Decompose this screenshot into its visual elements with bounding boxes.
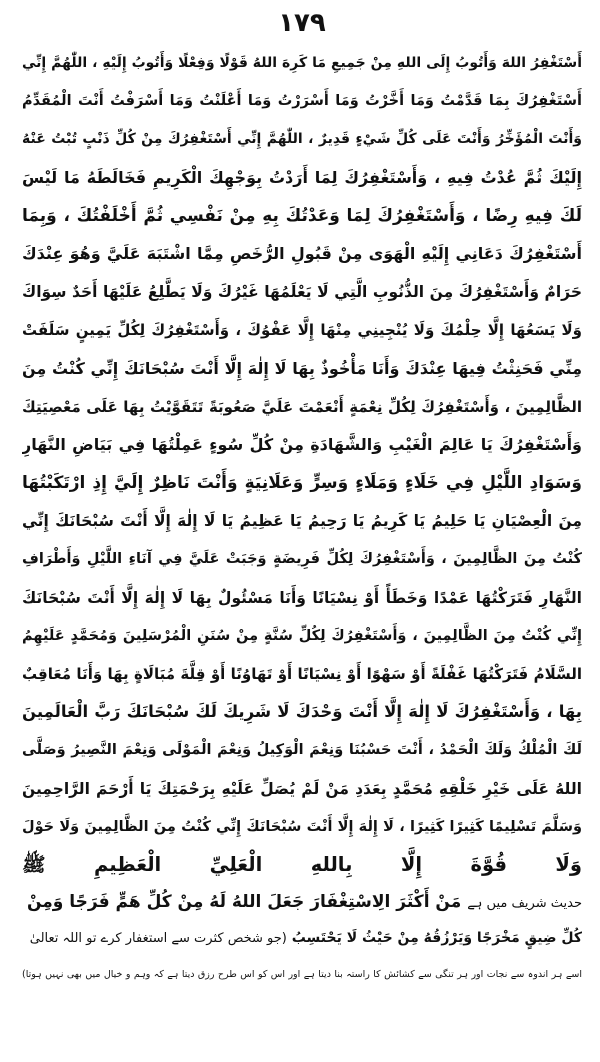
- text-line: النَّهَارِ فَتَرَكْتُهَا عَمْدًا وَخَطَأً أَوْ نِسْيَانًا وَأَنَا مَسْئُولٌ بِهَا لَا إِلٰهَ إِلَّا أَنْتَ سُبْحَانَكَ: [22, 588, 582, 607]
- text-line: أَسْتَغْفِرُكَ دَعَانِي إِلَيْهِ الْهَوَى مِنْ قَبُولِ الرُّخَصِ مِمَّا اشْتَبَهَ عَلَيَّ وَهُوَ عِنْدَكَ: [22, 243, 582, 263]
- text-line: أَسْتَغْفِرُ اللهَ وَأَتُوبُ إِلَى اللهِ مِنْ جَمِيعِ مَا كَرِهَ اللهُ قَوْلًا وَفِعْلًا وَأَتُوبُ إِلَيْهِ ، اللّٰهُمَّ إِنِّي: [22, 55, 582, 71]
- hadith-arabic-2: كُلِّ ضِيقٍ مَخْرَجًا وَيَرْزُقُهُ مِنْ حَيْثُ لَا يَحْتَسِبُ: [291, 930, 582, 947]
- text-line: الظَّالِمِينَ ، وَأَسْتَغْفِرُكَ لِكُلِّ نِعْمَةٍ أَنْعَمْتَ عَلَيَّ صَعُوبَةً تَتَقَوَّيْتُ بِهَا عَلَى مَعْصِيَتِكَ: [22, 397, 582, 416]
- text-line: بِهَا ، وَأَسْتَغْفِرُكَ لَا إِلٰهَ إِلَّا أَنْتَ وَحْدَكَ لَا شَرِيكَ لَكَ سُبْحَانَكَ رَبَّ الْعَالَمِينَ: [22, 702, 582, 722]
- text-line: أَسْتَغْفِرُكَ بِمَا قَدَّمْتُ وَمَا أَخَّرْتُ وَمَا أَسْرَرْتُ وَمَا أَعْلَنْتُ وَمَا أَسْرَفْتُ أَنْتَ الْمُقَدِّمُ: [22, 93, 582, 110]
- hadith-line-2: [22, 920, 582, 956]
- text-line: مِنِّي فَحَنِثْتُ فِيهَا عِنْدَكَ وَأَنَا مَأْخُوذٌ بِهَا لَا إِلٰهَ إِلَّا أَنْتَ سُبْحَانَكَ إِنِّي كُنْتُ مِنَ: [22, 358, 582, 378]
- text-line: لَكَ الْمُلْكُ وَلَكَ الْحَمْدُ ، أَنْتَ حَسْبُنَا وَنِعْمَ الْوَكِيلُ وَنِعْمَ الْمَوْلَى وَنِعْمَ النَّصِيرُ وَصَلَّى: [22, 742, 582, 759]
- text-line: كُنْتُ مِنَ الظَّالِمِينَ ، وَأَسْتَغْفِرُكَ لِكُلِّ فَرِيضَةٍ وَجَبَتْ عَلَيَّ فِي آنَاءِ اللَّيْلِ وَأَطْرَافِ: [22, 551, 582, 568]
- text-line: اللهُ عَلَى خَيْرِ خَلْقِهِ مُحَمَّدٍ بِعَدَدِ مَنْ لَمْ يُصَلِّ عَلَيْهِ بِرَحْمَتِكَ يَا أَرْحَمَ الرَّاحِمِينَ: [22, 779, 582, 798]
- text-line: إِنِّي كُنْتُ مِنَ الظَّالِمِينَ ، وَأَسْتَغْفِرُكَ لِكُلِّ سُنَّةٍ مِنْ سُنَنِ الْمُرْسَلِينَ وَمُحَمَّدٍ عَلَيْهِمُ: [22, 627, 582, 644]
- text-line: وَأَسْتَغْفِرُكَ يَا عَالِمَ الْغَيْبِ وَالشَّهَادَةِ مِنْ كُلِّ سُوءٍ عَمِلْتُهَا فِي بَيَاضِ النَّهَارِ: [22, 434, 582, 454]
- text-line: وَأَنْتَ الْمُؤَخِّرُ وَأَنْتَ عَلَى كُلِّ شَيْءٍ قَدِيرٌ ، اللّٰهُمَّ إِنِّي أَسْتَغْفِرُكَ مِنْ كُلِّ ذَنْبٍ تُبْتُ عَنْهُ: [22, 131, 582, 148]
- page-number: ١٧٩: [278, 8, 326, 38]
- text-line: وَسَوَادِ اللَّيْلِ فِي خَلَاءٍ وَمَلَاءٍ وَسِرٍّ وَعَلَانِيَةٍ وَأَنْتَ نَاظِرٌ إِلَيَّ إِذِ ارْتَكَبْتُهَا: [22, 473, 582, 494]
- hadith-arabic-1: مَنْ أَكْثَرَ الِاسْتِغْفَارَ جَعَلَ اللهُ لَهُ مِنْ كُلِّ هَمٍّ فَرَجًا وَمِنْ: [26, 892, 462, 913]
- hadith-intro: حدیث شریف میں ہے: [467, 896, 582, 912]
- text-line: حَرَامٌ وَأَسْتَغْفِرُكَ مِنَ الذُّنُوبِ الَّتِي لَا يَعْلَمُهَا غَيْرُكَ وَلَا يَطَّلِعُ عَلَيْهَا أَحَدٌ سِوَاكَ: [22, 283, 582, 302]
- text-line: السَّلَامُ فَتَرَكْتُهَا غَفْلَةً أَوْ سَهْوًا أَوْ نِسْيَانًا أَوْ تَهَاوُنًا أَوْ قِلَّةَ مُبَالَاةٍ بِهَا وَأَنَا مُعَاقِبٌ: [22, 665, 582, 683]
- hadith-line-1: [22, 884, 582, 920]
- hadith-translation-start: (جو شخص کثرت سے استغفار کرے تو اللہ تعالیٰ: [29, 931, 287, 947]
- text-line: وَلَا قُوَّةَ إِلَّا بِاللهِ الْعَلِيِّ الْعَظِيمِ ﷺ: [22, 852, 582, 876]
- footer-translation: اسے ہر اندوہ سے نجات اور ہر تنگی سے کشائش کا راستہ بنا دیتا ہے اور اس کو اس طرح رزق دیتا ہے کہ وہم و خیال میں بھی نہیں ہوتا): [22, 969, 582, 981]
- text-line: وَسَلَّمَ تَسْلِيمًا كَثِيرًا كَثِيرًا ، لَا إِلٰهَ إِلَّا أَنْتَ سُبْحَانَكَ إِنِّي كُنْتُ مِنَ الظَّالِمِينَ وَلَا حَوْلَ: [22, 818, 582, 835]
- text-line: مِنَ الْعِصْيَانِ يَا حَلِيمُ يَا كَرِيمُ يَا رَحِيمُ يَا عَظِيمُ يَا لَا إِلٰهَ إِلَّا أَنْتَ سُبْحَانَكَ إِنِّي: [22, 512, 582, 531]
- text-line: لَكَ فِيهِ رِضًا ، وَأَسْتَغْفِرُكَ لِمَا وَعَدْتُكَ بِهِ مِنْ نَفْسِي ثُمَّ أَخْلَفْتُكَ ، وَبِمَا: [22, 205, 582, 226]
- text-line: وَلَا يَسَعُهَا إِلَّا حِلْمُكَ وَلَا يُنْجِينِي مِنْهَا إِلَّا عَفْوُكَ ، وَأَسْتَغْفِرُكَ لِكُلِّ يَمِينٍ سَلَفَتْ: [22, 321, 582, 340]
- supplication-text: [22, 44, 582, 884]
- text-line: إِلَيْكَ ثُمَّ عُدْتُ فِيهِ ، وَأَسْتَغْفِرُكَ لِمَا أَرَدْتُ بِوَجْهِكَ الْكَرِيمِ فَخَالَطَهُ مَا لَيْسَ: [22, 167, 582, 187]
